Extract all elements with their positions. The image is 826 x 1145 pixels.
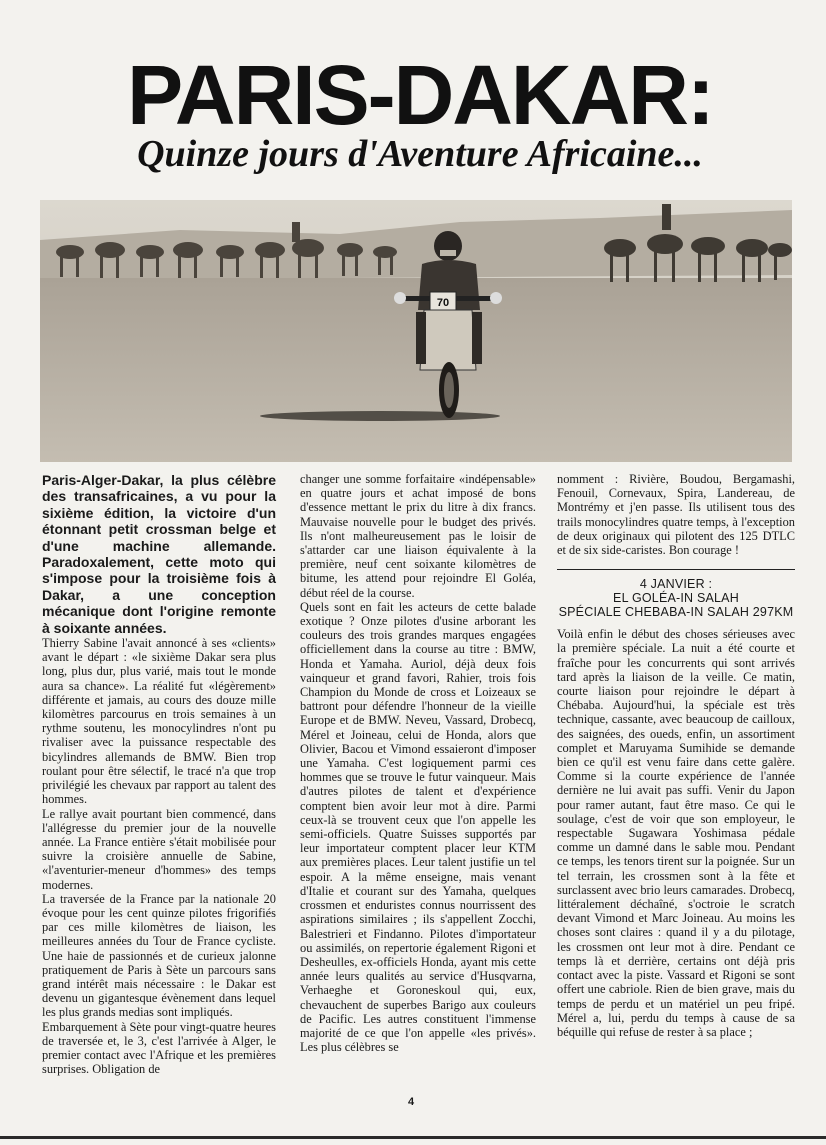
page-title: PARIS-DAKAR:	[127, 48, 713, 142]
body-paragraph: Quels sont en fait les acteurs de cette balade exotique ? Onze pilotes d'usine arborant les couleurs des trois grandes marques engagées officiellement dans la course au titre : BMW, Honda et Yamaha. Auriol, déjà deux fois vainqueur et grand favori, Rahier, trois fois Champion du Monde de cross et Loizeaux se battront pour défendre l'honneur de la vieille Europe et de BMW. Neveu, Vassard, Drobecq, Mérel et Joineau, celui de Honda, alors que Olivier, Bacou et Vimond essaieront d'imposer une Yamaha. C'est logiquement parmi ces hommes que se trouve le futur vainqueur. Mais d'autres pilotes de talent et d'expérience comptent bien avoir leur mot à dire. Parmi ceux-là se trouvent ceux que l'on appelle les semi-officiels. Quatre Suisses supportés par leur importateur comptent placer leur KTM aux premières places. Leur talent justifie un tel espoir. A la même enseigne, mais venant d'Italie et courant sur des Yamaha, quelques crossmen et enduristes connus nourrissent des aspirations similaires ; ils s'appellent Zocchi, Balestrieri et Findanno. Pilotes d'importateur ou assimilés, on repertorie également Rigoni et Desheulles, ex-officiels Honda, ayant mis cette année leurs qualités au service d'Husqvarna, Verhaeghe et Goroneskoul qui, eux, chevauchent de superbes Barigo aux couleurs de Pacific. Les autres constituent l'immense majorité de ce que l'on appelle «les privés». Les plus célèbres se	[300, 599, 536, 1055]
desert-motorcycle-image	[40, 200, 792, 462]
column-3	[557, 472, 795, 1039]
column-2	[300, 472, 536, 1054]
body-paragraph: Embarquement à Sète pour vingt-quatre heures de traversée et, le 3, c'est l'arrivée à Alger, le premier contact avec l'Afrique et les premières surprises. Obligation de	[42, 1019, 276, 1077]
stage-special: SPÉCIALE CHEBABA-IN SALAH 297KM	[558, 605, 794, 620]
stage-heading	[557, 577, 795, 619]
section-divider	[557, 569, 795, 570]
body-paragraph: nomment : Rivière, Boudou, Bergamashi, Fenouil, Cornevaux, Spira, Landereau, de Montrémy et j'en passe. Ils utilisent tous des trails monocylindres quatre temps, à l'exception de deux originaux qui pilotent des 125 DTLC et de six side-caristes. Bon courage !	[557, 472, 795, 558]
stage-date: 4 JANVIER :	[639, 577, 713, 592]
bottom-rule	[0, 1136, 826, 1139]
body-paragraph: Thierry Sabine l'avait annoncé à ses «clients» avant le départ : «le sixième Dakar sera plus long, plus dur, plus varié, mais tout le monde aura sa chance». La réalité fut «légèrement» différente et jamais, au cours des douze mille kilomètres parcourus en trois semaines à un rythme soutenu, les monocylindres n'ont pu rivaliser avec la puissance respectable des bicylindres allemands de BMW. Bien trop roulant pour être sélectif, le tracé n'a que trop privilégié les chevaux par rapport au talent des hommes.	[42, 636, 276, 807]
body-paragraph: changer une somme forfaitaire «indépensable» en quatre jours et achat imposé de bons d'essence mettant le prix du litre à dix francs. Mauvaise nouvelle pour le budget des privés. Ils n'ont malheureusement pas le loisir de s'attarder car une liaison équivalente à la première, neuf cent soixante kilomètres de bitume, les attend pour rejoindre El Goléa, début réel de la course.	[300, 472, 536, 600]
body-paragraph: Voilà enfin le début des choses sérieuses avec la première spéciale. La nuit a été courte et fraîche pour les concurrents qui sont arrivés tard après la liaison de la veille. Ce matin, courte liaison pour rejoindre le départ à Chébaba. Aujourd'hui, la spéciale est très technique, cassante, avec beaucoup de cailloux, des saignées, des oueds, enfin, un assortiment complet et Maruyama Sumihide se demande bien ce qu'il est venu faire dans cette galère. Comme si la courte expérience de l'année dernière ne lui avait pas suffi. Venir du Japon pour ramer autant, faut être maso. Ce qui le soulage, c'est de voir que son employeur, le respectable Sugawara Yoshimasa pédale comme un damné dans le sable mou. Pendant ce temps, les tenors tirent sur la poignée. Sur un tel terrain, les crossmen sont à la fête et surclassent avec brio leurs camarades. Drobecq, littéralement déchaîné, s'octroie le scratch devant Vimond et Marc Joineau. Au moins les choses sont claires : quand il y a du pilotage, les crossmen ont leur mot à dire. Pendant ce temps là et derrière, certains ont déjà pris contact avec la piste. Vassard et Rigoni se sont offert une cabriole. Rien de bien grave, mais du temps de perdu et un matériel un peu fripé. Mérel a, lui, perdu du temps à cause de sa béquille qui refuse de rester à sa place ;	[557, 627, 795, 1039]
column-1	[42, 472, 276, 1076]
motorcycle-shadow	[260, 411, 500, 421]
page-number: 4	[408, 1096, 415, 1108]
rally-photo	[40, 200, 792, 462]
body-paragraph: La traversée de la France par la nationale 20 évoque pour les cent quinze pilotes frigorifiés par ces mille kilomètres de liaison, les meilleures années du Tour de France cycliste. Une haie de passionnés et de curieux jalonne pratiquement de Paris à Sète un parcours sans grand intérêt mais nécessaire : le Dakar est devenu un gigantesque évènement dans lequel les plus grands medias sont impliqués.	[42, 891, 276, 1020]
body-paragraph: Le rallye avait pourtant bien commencé, dans l'allégresse du premier jour de la nouvelle année. La France entière s'était mobilisée pour suivre la croisière annuelle de Sabine, «l'aventurier-meneur d'hommes» des temps modernes.	[42, 806, 276, 892]
stage-route: EL GOLÉA-IN SALAH	[613, 591, 739, 606]
lead-paragraph: Paris-Alger-Dakar, la plus célèbre des transafricaines, a vu pour la sixième édition, la victoire d'un étonnant petit crossman belge et d'une machine allemande. Paradoxalement, cette moto qui s'impose pour la troisième fois à Dakar, a une conception mécanique dont l'origine remonte à soixante années.	[42, 472, 276, 636]
page-subtitle: Quinze jours d'Aventure Africaine...	[137, 133, 703, 175]
bib-number: 70	[436, 297, 450, 309]
